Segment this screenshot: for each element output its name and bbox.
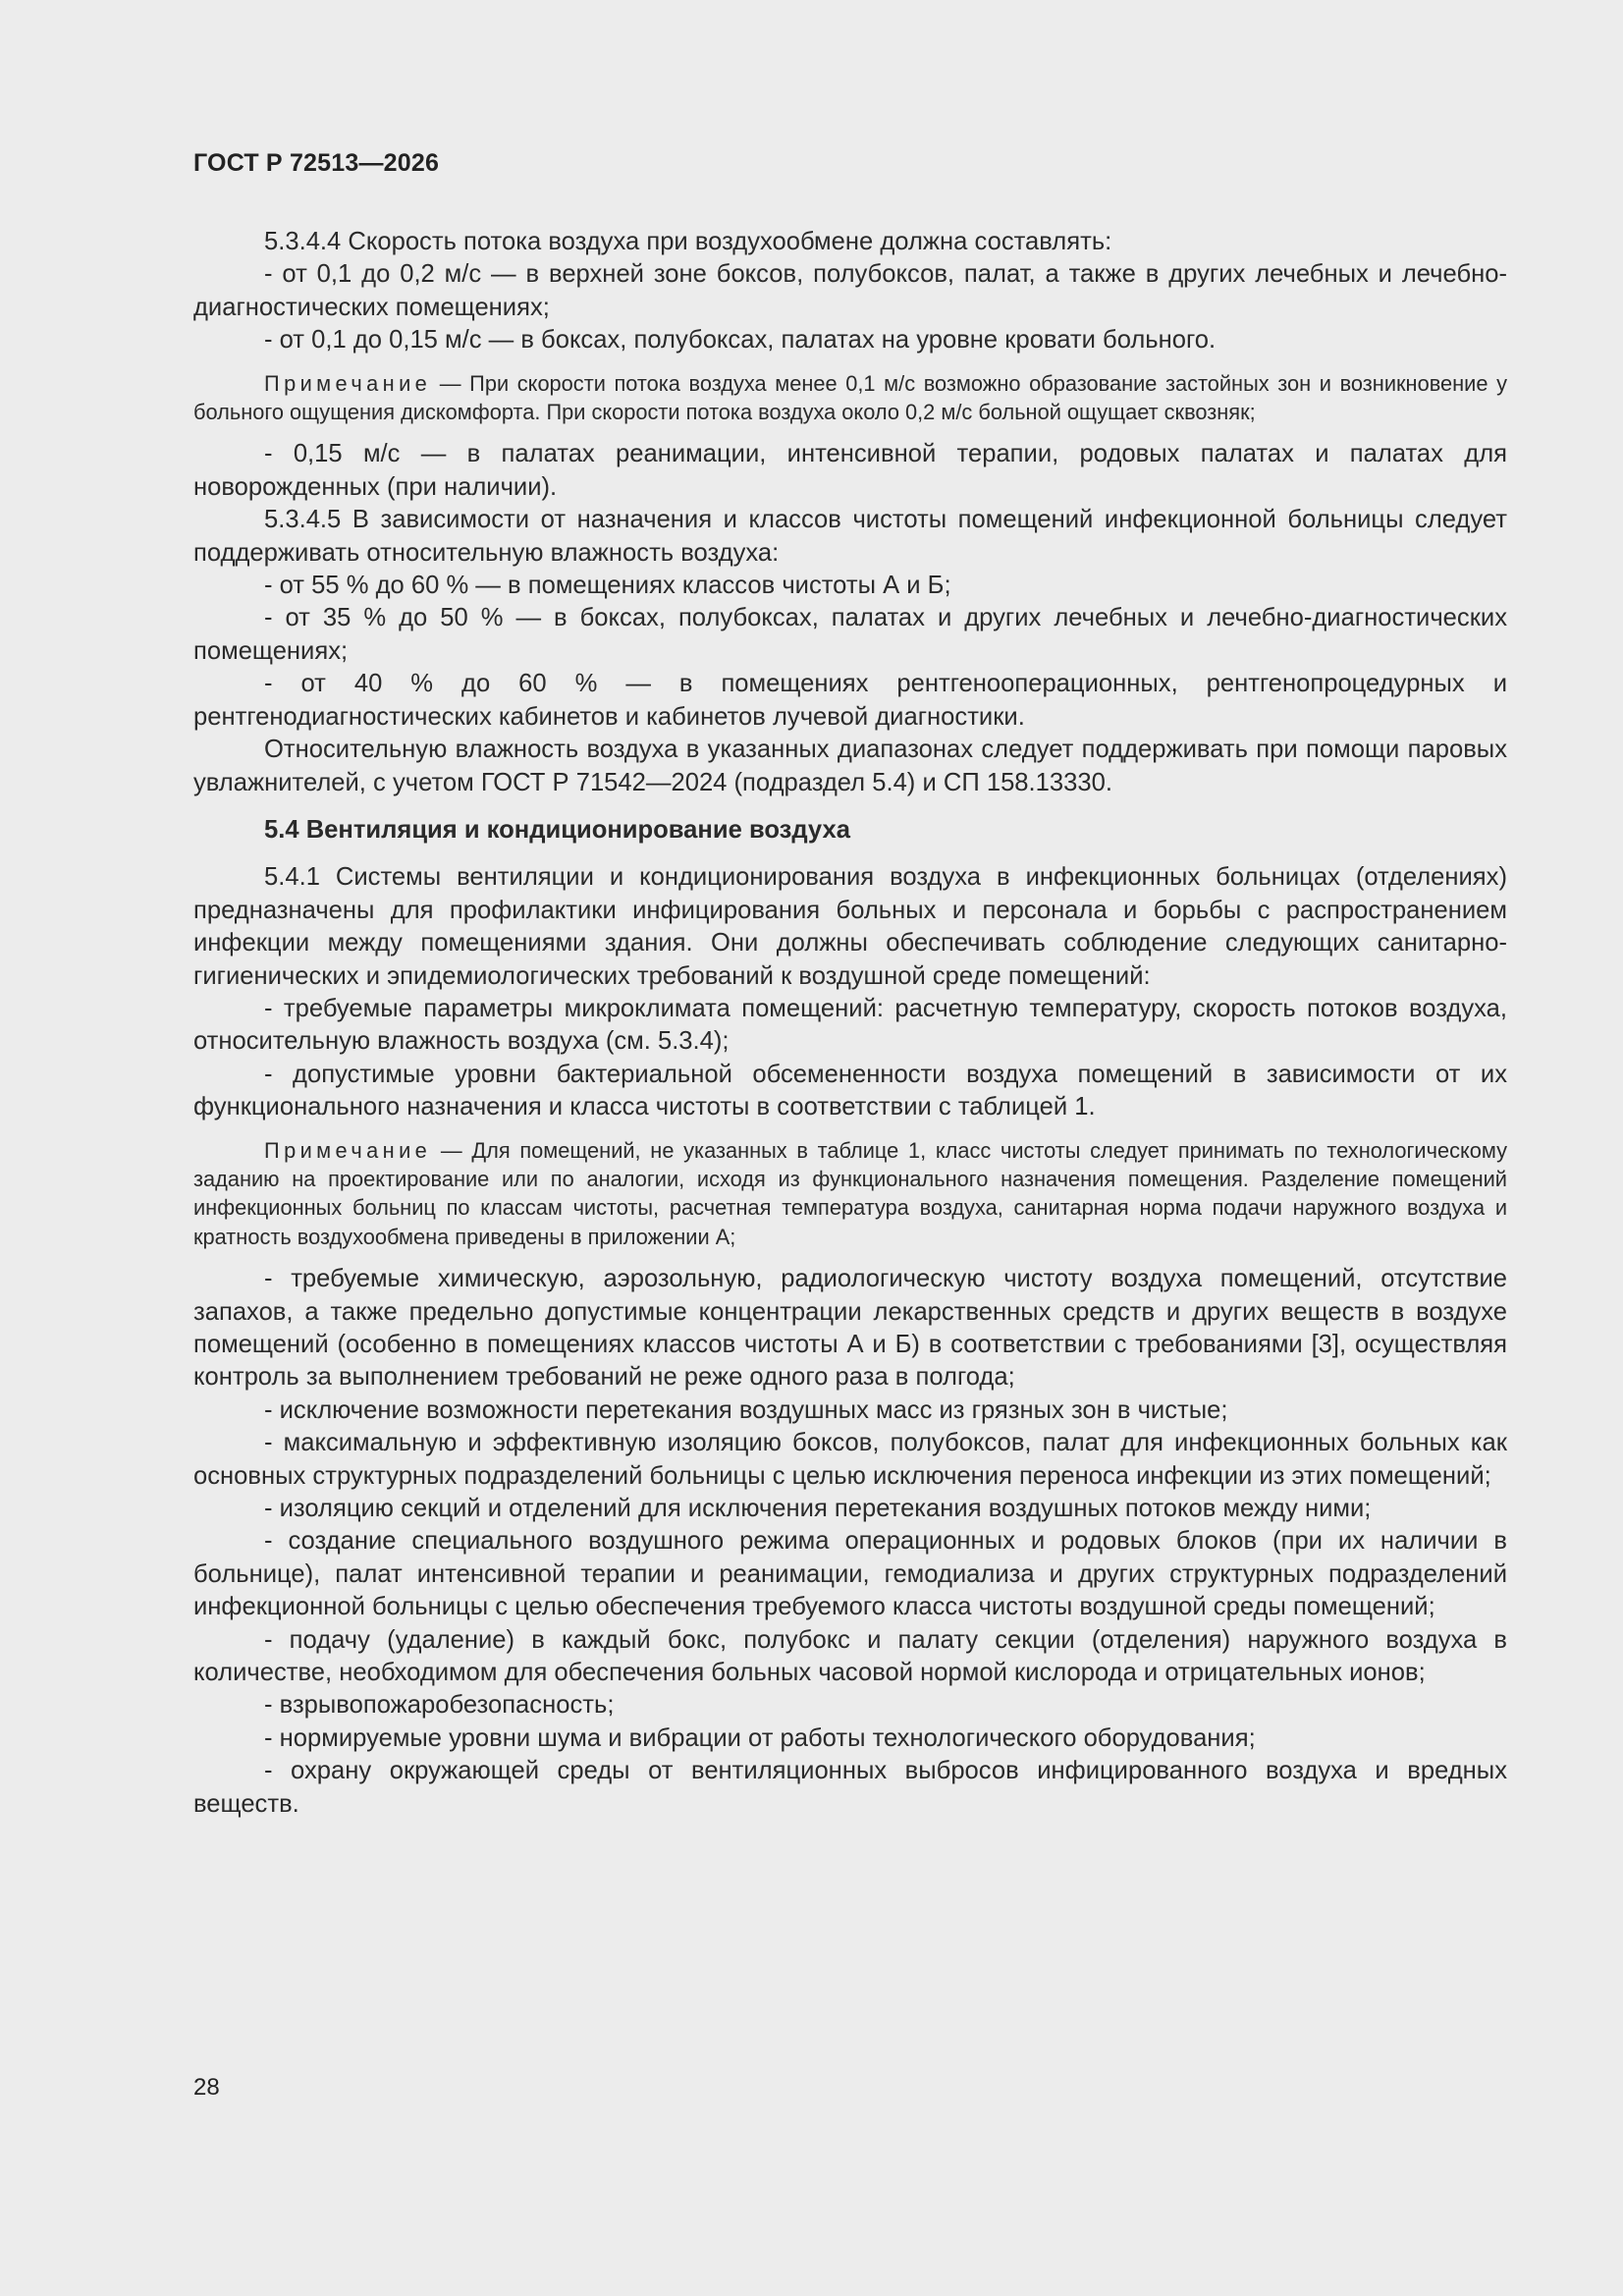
list-item: - нормируемые уровни шума и вибрации от работы технологического оборудования; [264, 1723, 1256, 1752]
page-number: 28 [193, 2074, 220, 2101]
document-body [193, 226, 1507, 1821]
list-item: - подачу (удаление) в каждый бокс, полубокс и палату секции (отделения) наружного воздуха в количестве, необходимом для обеспечения больных часовой нормой кислорода и отрицательных ионов; [193, 1625, 1507, 1687]
list-item: - допустимые уровни бактериальной обсемененности воздуха помещений в зависимости от их функционального назначения и класса чистоты в соответствии с таблицей 1. [193, 1060, 1507, 1121]
list-item: - от 55 % до 60 % — в помещениях классов чистоты А и Б; [264, 572, 951, 600]
list-item: - исключение возможности перетекания воздушных масс из грязных зон в чистые; [264, 1395, 1228, 1424]
note-text: — Для помещений, не указанных в таблице 1, класс чистоты следует принимать по технологическому заданию на проектирование или по аналогии, исходя из функционального назначения помещения. Разделение помещений инфекционных больниц по классам чистоты, расчетная температура воздуха, санитарная норма подачи наружного воздуха и кратность воздухообмена приведены в приложении А; [193, 1137, 1507, 1249]
paragraph: Относительную влажность воздуха в указанных диапазонах следует поддерживать при помощи паровых увлажнителей, с учетом ГОСТ Р 71542—2024 (подраздел 5.4) и СП 158.13330. [193, 736, 1507, 796]
list-item: - охрану окружающей среды от вентиляционных выбросов инфицированного воздуха и вредных веществ. [193, 1757, 1507, 1818]
note-text: — При скорости потока воздуха менее 0,1 м/с возможно образование застойных зон и возникновение у больного ощущения дискомфорта. При скорости потока воздуха около 0,2 м/с больной ощущает сквозняк; [193, 370, 1507, 425]
clause-5-3-4-5: 5.3.4.5 В зависимости от назначения и классов чистоты помещений инфекционной больницы следует поддерживать относительную влажность воздуха: [193, 506, 1507, 567]
note-block [193, 369, 1507, 427]
note-label: Примечание [264, 1137, 432, 1163]
list-item: - от 0,1 до 0,2 м/с — в верхней зоне боксов, полубоксов, палат, а также в других лечебных и лечебно-диагностических помещениях; [193, 260, 1507, 321]
list-item: - требуемые химическую, аэрозольную, радиологическую чистоту воздуха помещений, отсутствие запахов, а также предельно допустимые концентрации лекарственных средств и других веществ в воздухе помещений (особенно в помещениях классов чистоты А и Б) в соответствии с требованиями [3], осуществляя контроль за выполнением требований не реже одного раза в полгода; [193, 1265, 1507, 1392]
list-item: - создание специального воздушного режима операционных и родовых блоков (при их наличии в больнице), палат интенсивной терапии и реанимации, гемодиализа и других структурных подразделений инфекционной больницы с целью обеспечения требуемого класса чистоты воздушной среды помещений; [193, 1527, 1507, 1621]
section-heading: 5.4 Вентиляция и кондиционирование воздуха [264, 815, 850, 844]
list-item: - взрывопожаробезопасность; [264, 1691, 615, 1720]
list-item: - от 0,1 до 0,15 м/с — в боксах, полубоксах, палатах на уровне кровати больного. [264, 326, 1217, 355]
list-item: - максимальную и эффективную изоляцию боксов, полубоксов, палат для инфекционных больных как основных структурных подразделений больницы с целью исключения переноса инфекции из этих помещений; [193, 1429, 1507, 1490]
list-item: - от 40 % до 60 % — в помещениях рентгенооперационных, рентгенопроцедурных и рентгенодиагностических кабинетов и кабинетов лучевой диагностики. [193, 670, 1507, 731]
note-label: Примечание [264, 370, 432, 396]
document-header: ГОСТ Р 72513—2026 [193, 149, 440, 177]
note-block [193, 1136, 1507, 1252]
list-item: - 0,15 м/с — в палатах реанимации, интенсивной терапии, родовых палатах и палатах для новорожденных (при наличии). [193, 440, 1507, 501]
list-item: - от 35 % до 50 % — в боксах, полубоксах, палатах и других лечебных и лечебно-диагностических помещениях; [193, 604, 1507, 665]
list-item: - требуемые параметры микроклимата помещений: расчетную температуру, скорость потоков воздуха, относительную влажность воздуха (см. 5.3.4); [193, 994, 1507, 1056]
list-item: - изоляцию секций и отделений для исключения перетекания воздушных потоков между ними; [264, 1495, 1372, 1523]
clause-5-3-4-4: 5.3.4.4 Скорость потока воздуха при воздухообмене должна составлять: [264, 228, 1112, 255]
clause-5-4-1: 5.4.1 Системы вентиляции и кондиционирования воздуха в инфекционных больницах (отделениях) предназначены для профилактики инфицирования больных и персонала и борьбы с распространением инфекции между помещениями здания. Они должны обеспечивать соблюдение следующих санитарно-гигиенических и эпидемиологических требований к воздушной среде помещений: [193, 863, 1507, 990]
